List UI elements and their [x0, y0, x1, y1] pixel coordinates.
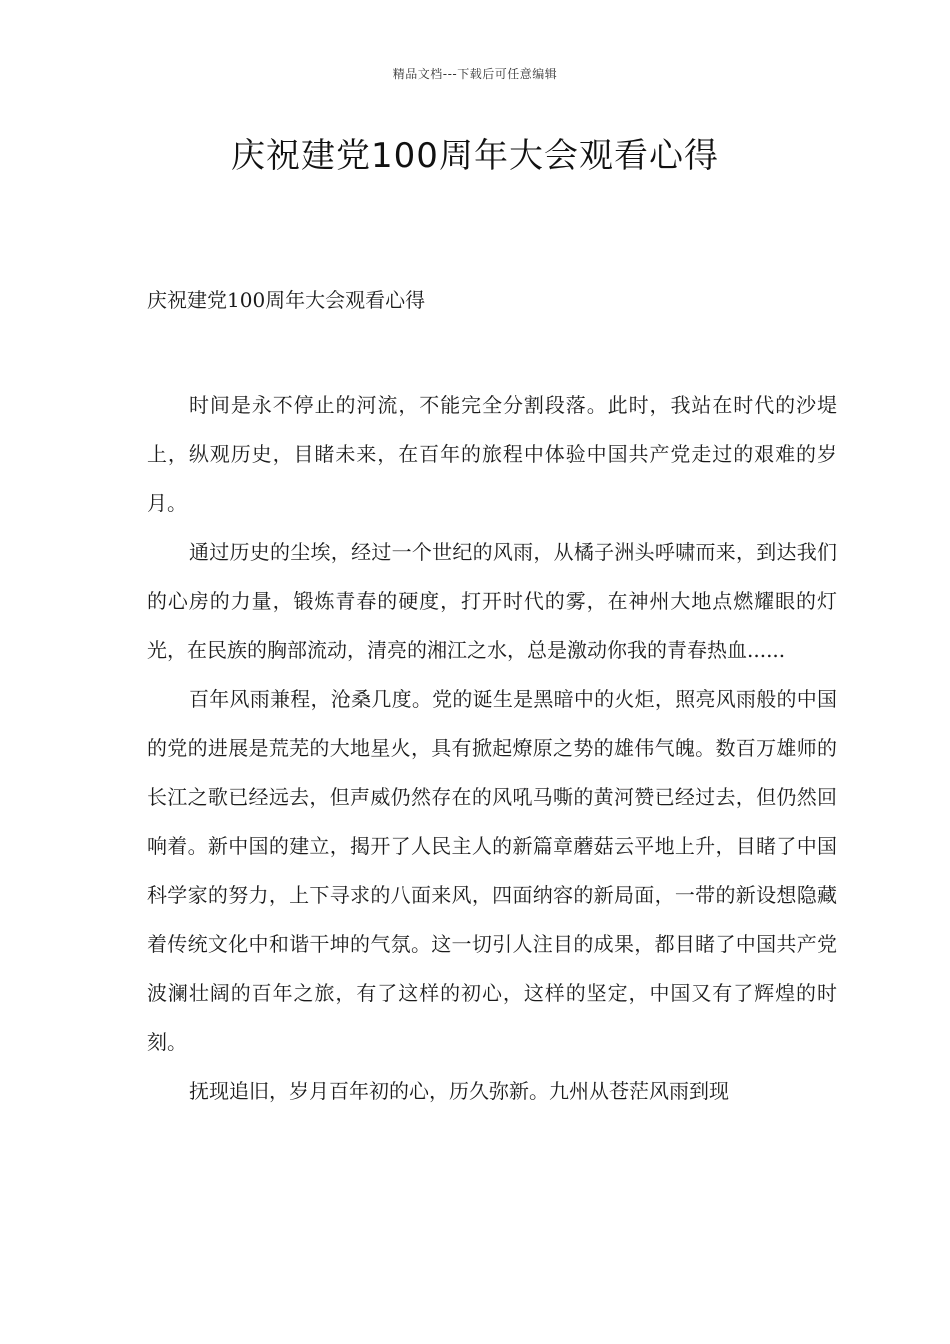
document-title: 庆祝建党100周年大会观看心得	[231, 136, 719, 176]
paragraph: 抚现追旧，岁月百年初的心，历久弥新。九州从苍茫风雨到现	[189, 1079, 729, 1103]
paragraph: 百年风雨兼程，沧桑几度。党的诞生是黑暗中的火炬，照亮风雨般的中国的党的进展是荒芜的大地星火，具有掀起燎原之势的雄伟气魄。数百万雄师的长江之歌已经远去，但声威仍然存在的风吼马嘶的黄河赞已经过去，但仍然回响着。新中国的建立，揭开了人民主人的新篇章蘑菇云平地上升，目睹了中国科学家的努力，上下寻求的八面来风，四面纳容的新局面，一带的新设想隐藏着传统文化中和谐干坤的气氛。这一切引人注目的成果，都目睹了中国共产党波澜壮阔的百年之旅，有了这样的初心，这样的坚定，中国又有了辉煌的时刻。	[147, 687, 837, 1054]
page-header: 精品文档---下载后可任意编辑	[392, 67, 558, 81]
paragraph: 通过历史的尘埃，经过一个世纪的风雨，从橘子洲头呼啸而来，到达我们的心房的力量，锻炼青春的硬度，打开时代的雾，在神州大地点燃耀眼的灯光，在民族的胸部流动，清亮的湘江之水，总是激动你我的青春热血......	[147, 540, 837, 662]
document-body	[147, 381, 837, 1116]
document-subtitle: 庆祝建党100周年大会观看心得	[147, 288, 426, 312]
paragraph: 时间是永不停止的河流，不能完全分割段落。此时，我站在时代的沙堤上，纵观历史，目睹未来，在百年的旅程中体验中国共产党走过的艰难的岁月。	[147, 393, 837, 515]
